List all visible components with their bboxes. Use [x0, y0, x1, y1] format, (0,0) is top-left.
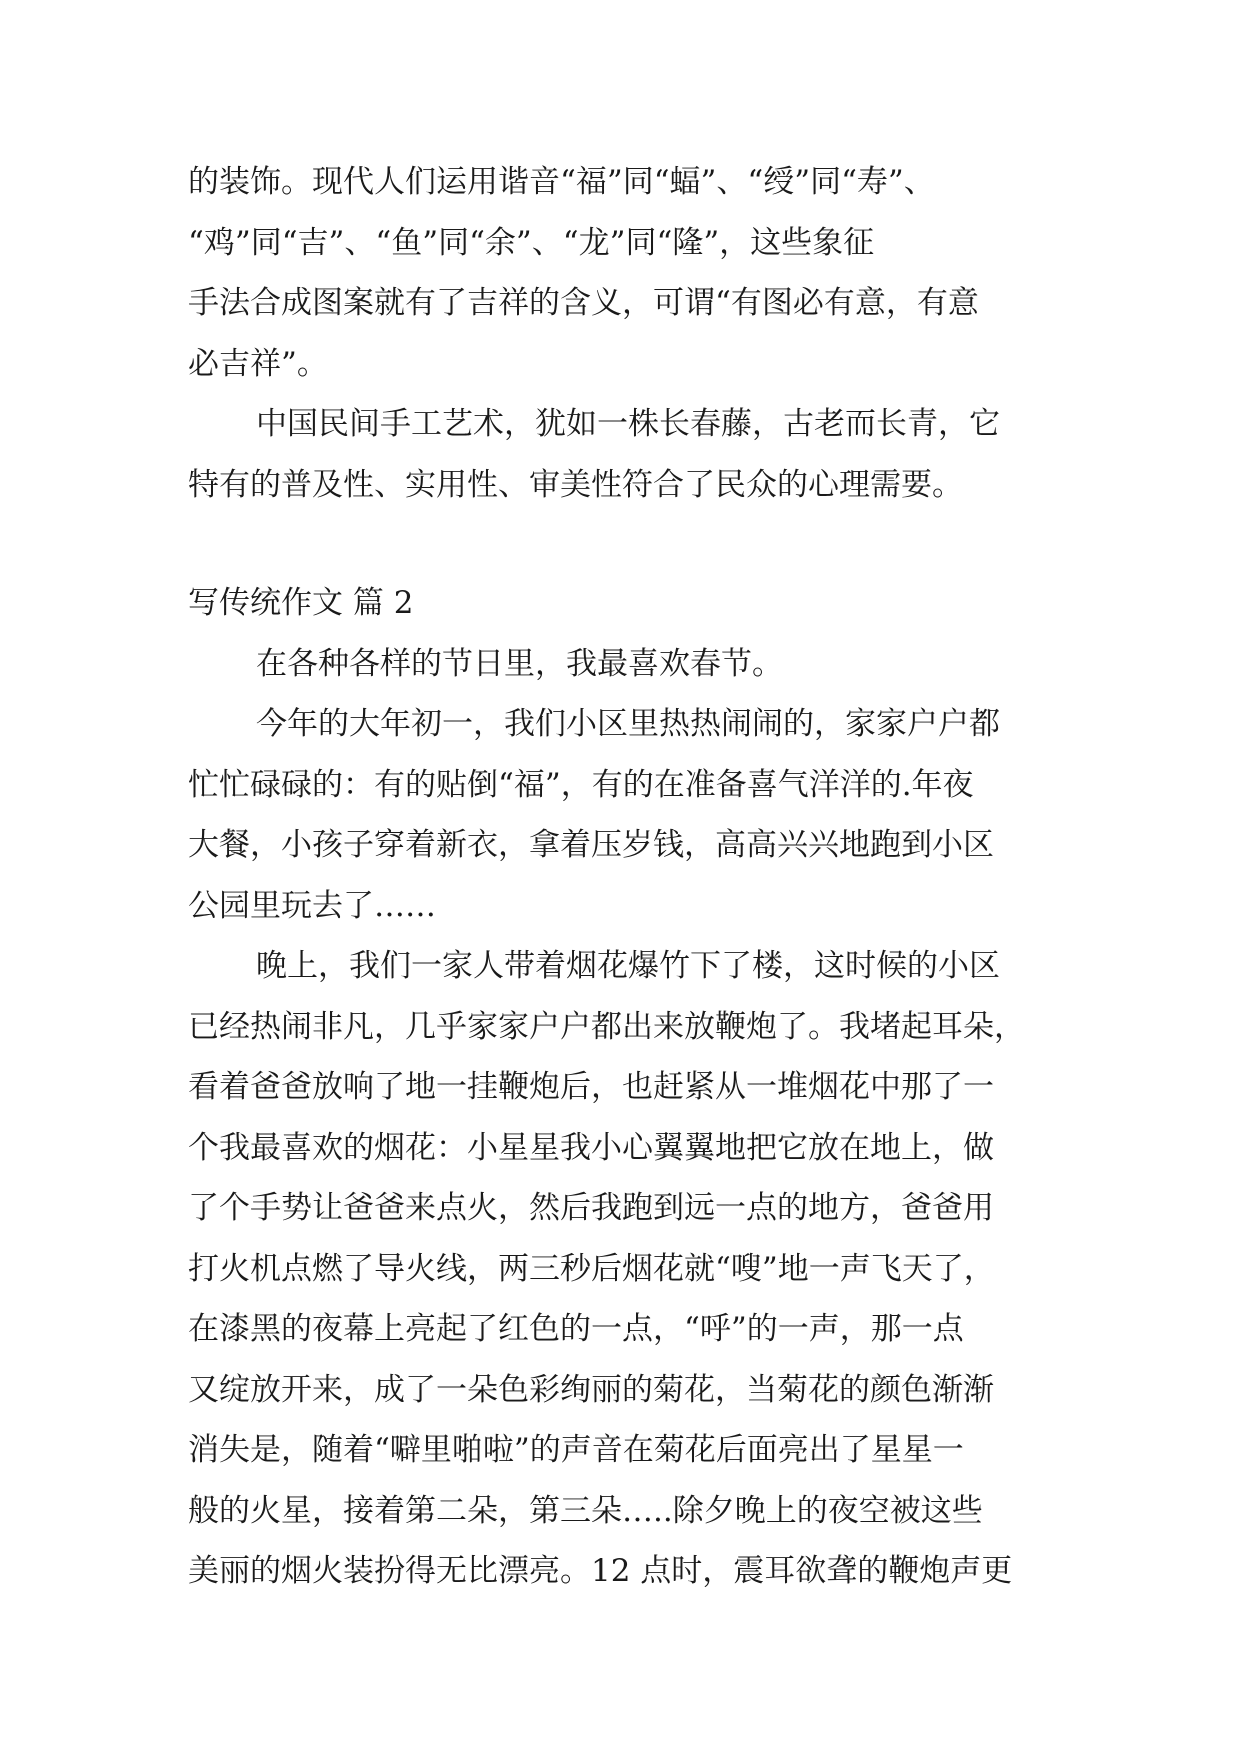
text-line: 在各种各样的节日里，我最喜欢春节。	[256, 645, 783, 682]
text-line: 手法合成图案就有了吉祥的含义，可谓“有图必有意，有意	[188, 285, 979, 321]
text-line: 看着爸爸放响了地一挂鞭炮后，也赶紧从一堆烟花中那了一	[188, 1069, 994, 1105]
text-line: 了个手势让爸爸来点火，然后我跑到远一点的地方，爸爸用	[188, 1190, 994, 1226]
text-line: 美丽的烟火装扮得无比漂亮。12 点时，震耳欲聋的鞭炮声更	[188, 1553, 1013, 1589]
text-line: 般的火星，接着第二朵，第三朵…..除夕晚上的夜空被这些	[188, 1492, 983, 1529]
text-line: 又绽放开来，成了一朵色彩绚丽的菊花，当菊花的颜色渐渐	[188, 1371, 994, 1408]
text-line: 消失是，随着“噼里啪啦”的声音在菊花后面亮出了星星一	[188, 1432, 964, 1468]
text-line: 的装饰。现代人们运用谐音“福”同“蝠”、“绶”同“寿”、	[188, 164, 935, 200]
text-line: 公园里玩去了……	[188, 887, 436, 924]
text-line: 今年的大年初一，我们小区里热热闹闹的，家家户户都	[256, 706, 1000, 742]
paragraph-decoration-meaning	[188, 152, 1098, 394]
text-line: 在漆黑的夜幕上亮起了红色的一点，“呼”的一声，那一点	[188, 1311, 964, 1347]
text-line: 特有的普及性、实用性、审美性符合了民众的心理需要。	[188, 466, 963, 503]
section-heading: 写传统作文 篇 2	[188, 585, 414, 621]
text-line: 晚上，我们一家人带着烟花爆竹下了楼，这时候的小区	[256, 948, 1000, 984]
text-line: 忙忙碌碌的：有的贴倒“福”，有的在准备喜气洋洋的.年夜	[188, 766, 974, 803]
document-body	[188, 152, 1098, 1602]
paragraph-favorite-festival	[188, 634, 1098, 695]
text-line: 大餐，小孩子穿着新衣，拿着压岁钱，高高兴兴地跑到小区	[188, 827, 994, 863]
text-line: 打火机点燃了导火线，两三秒后烟花就“嗖”地一声飞天了，	[188, 1250, 995, 1287]
paragraph-folk-art	[188, 394, 1098, 515]
text-line: 已经热闹非凡，几乎家家户户都出来放鞭炮了。我堵起耳朵，	[188, 1008, 1025, 1045]
text-line: 必吉祥”。	[188, 345, 328, 382]
text-line: 个我最喜欢的烟花：小星星我小心翼翼地把它放在地上，做	[188, 1129, 994, 1166]
text-line: 中国民间手工艺术，犹如一株长春藤，古老而长青，它	[256, 406, 1000, 442]
paragraph-fireworks	[188, 936, 1098, 1602]
text-line: “鸡”同“吉”、“鱼”同“余”、“龙”同“隆”，这些象征	[188, 224, 875, 261]
section-spacer	[188, 515, 1098, 573]
paragraph-new-year-day	[188, 694, 1098, 936]
